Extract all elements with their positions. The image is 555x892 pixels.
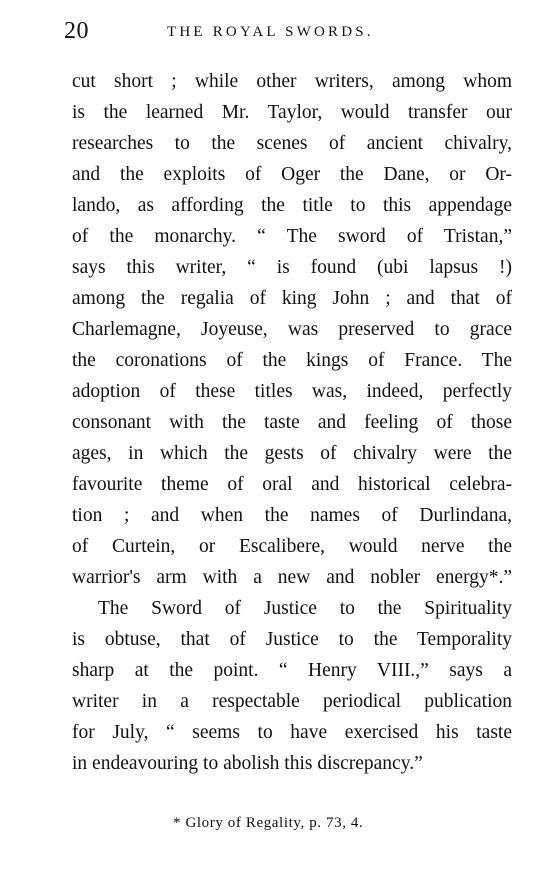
text-line: consonant with the taste and feeling of those <box>72 412 512 433</box>
text-line: sharp at the point. “ Henry VIII.,” says a <box>72 660 512 681</box>
text-line: researches to the scenes of ancient chivalry, <box>72 133 512 154</box>
text-line: adoption of these titles was, indeed, perfectly <box>72 381 512 402</box>
text-line: cut short ; while other writers, among whom <box>72 71 512 92</box>
footnote: * Glory of Regality, p. 73, 4. <box>173 815 364 831</box>
text-line: the coronations of the kings of France. The <box>72 350 512 371</box>
page-number: 20 <box>64 18 89 44</box>
text-line: for July, “ seems to have exercised his taste <box>72 722 512 743</box>
text-line: is obtuse, that of Justice to the Temporality <box>72 629 512 650</box>
text-line: writer in a respectable periodical publication <box>72 691 512 712</box>
text-line: Charlemagne, Joyeuse, was preserved to grace <box>72 319 512 340</box>
text-line: and the exploits of Oger the Dane, or Or- <box>72 164 512 185</box>
text-line: The Sword of Justice to the Spirituality <box>98 598 512 619</box>
text-line: tion ; and when the names of Durlindana, <box>72 505 512 526</box>
text-line: is the learned Mr. Taylor, would transfer our <box>72 102 512 123</box>
text-line: of the monarchy. “ The sword of Tristan,” <box>72 226 512 247</box>
text-line: favourite theme of oral and historical celebra- <box>72 474 512 495</box>
body-text <box>72 66 512 779</box>
text-line: lando, as affording the title to this appendage <box>72 195 512 216</box>
text-line: in endeavouring to abolish this discrepancy.” <box>72 753 423 774</box>
running-title: THE ROYAL SWORDS. <box>167 24 374 40</box>
text-line: says this writer, “ is found (ubi lapsus !) <box>72 257 512 278</box>
text-line: warrior's arm with a new and nobler energy*.” <box>72 567 512 588</box>
text-line: of Curtein, or Escalibere, would nerve the <box>72 536 512 557</box>
text-line: among the regalia of king John ; and that of <box>72 288 512 309</box>
text-line: ages, in which the gests of chivalry were the <box>72 443 512 464</box>
